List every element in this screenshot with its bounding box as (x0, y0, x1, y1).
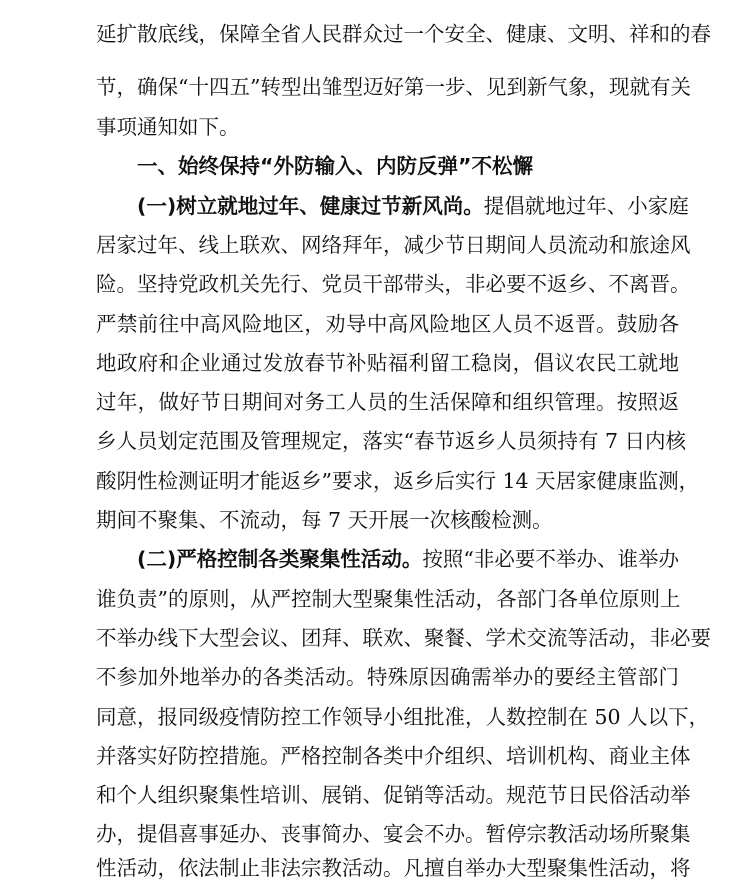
paragraph-line: 严禁前往中高风险地区，劝导中高风险地区人员不返晋。鼓励各 (96, 312, 679, 336)
paragraph-line: 地政府和企业通过发放春节补贴福利留工稳岗，倡议农民工就地 (96, 351, 679, 375)
paragraph-line: 同意，报同级疫情防控工作领导小组批准，人数控制在 50 人以下， (96, 705, 710, 729)
subsection-text: 提倡就地过年、小家庭 (483, 194, 689, 218)
subsection-text: 按照“非必要不举办、谁举办 (422, 547, 679, 571)
paragraph-line: 谁负责”的原则，从严控制大型聚集性活动，各部门各单位原则上 (96, 587, 681, 611)
paragraph-line: 性活动，依法制止非法宗教活动。凡擅自举办大型聚集性活动，将 (96, 856, 691, 880)
subsection-first-line (137, 192, 689, 220)
paragraph-line: 期间不聚集、不流动，每 7 天开展一次核酸检测。 (96, 508, 553, 532)
paragraph-line: 并落实好防控措施。严格控制各类中介组织、培训机构、商业主体 (96, 744, 691, 768)
paragraph-line: 事项通知如下。 (96, 115, 240, 139)
paragraph-line: 和个人组织聚集性培训、展销、促销等活动。规范节日民俗活动举 (96, 783, 691, 807)
paragraph-line: 不参加外地举办的各类活动。特殊原因确需举办的要经主管部门 (96, 665, 679, 689)
paragraph-line: 居家过年、线上联欢、网络拜年，减少节日期间人员流动和旅途风 (96, 233, 691, 257)
paragraph-line: 乡人员划定范围及管理规定，落实“春节返乡人员须持有 7 日内核 (96, 429, 687, 453)
paragraph-line: 节，确保“十四五”转型出雏型迈好第一步、见到新气象，现就有关 (96, 75, 691, 99)
paragraph-line: 延扩散底线，保障全省人民群众过一个安全、健康、文明、祥和的春 (96, 22, 711, 46)
subsection-title: (二)严格控制各类聚集性活动。 (137, 547, 423, 571)
paragraph-line: 险。坚持党政机关先行、党员干部带头，非必要不返乡、不离晋。 (96, 272, 691, 296)
subsection-first-line (137, 545, 679, 573)
paragraph-line: 办，提倡喜事延办、丧事简办、宴会不办。暂停宗教活动场所聚集 (96, 822, 691, 846)
subsection-title: (一)树立就地过年、健康过节新风尚。 (137, 194, 484, 218)
section-heading: 一、始终保持“外防输入、内防反弹”不松懈 (137, 154, 533, 178)
paragraph-line: 酸阴性检测证明才能返乡”要求，返乡后实行 14 天居家健康监测， (96, 469, 700, 493)
paragraph-line: 过年，做好节日期间对务工人员的生活保障和组织管理。按照返 (96, 390, 679, 414)
paragraph-line: 不举办线下大型会议、团拜、联欢、聚餐、学术交流等活动，非必要 (96, 626, 711, 650)
